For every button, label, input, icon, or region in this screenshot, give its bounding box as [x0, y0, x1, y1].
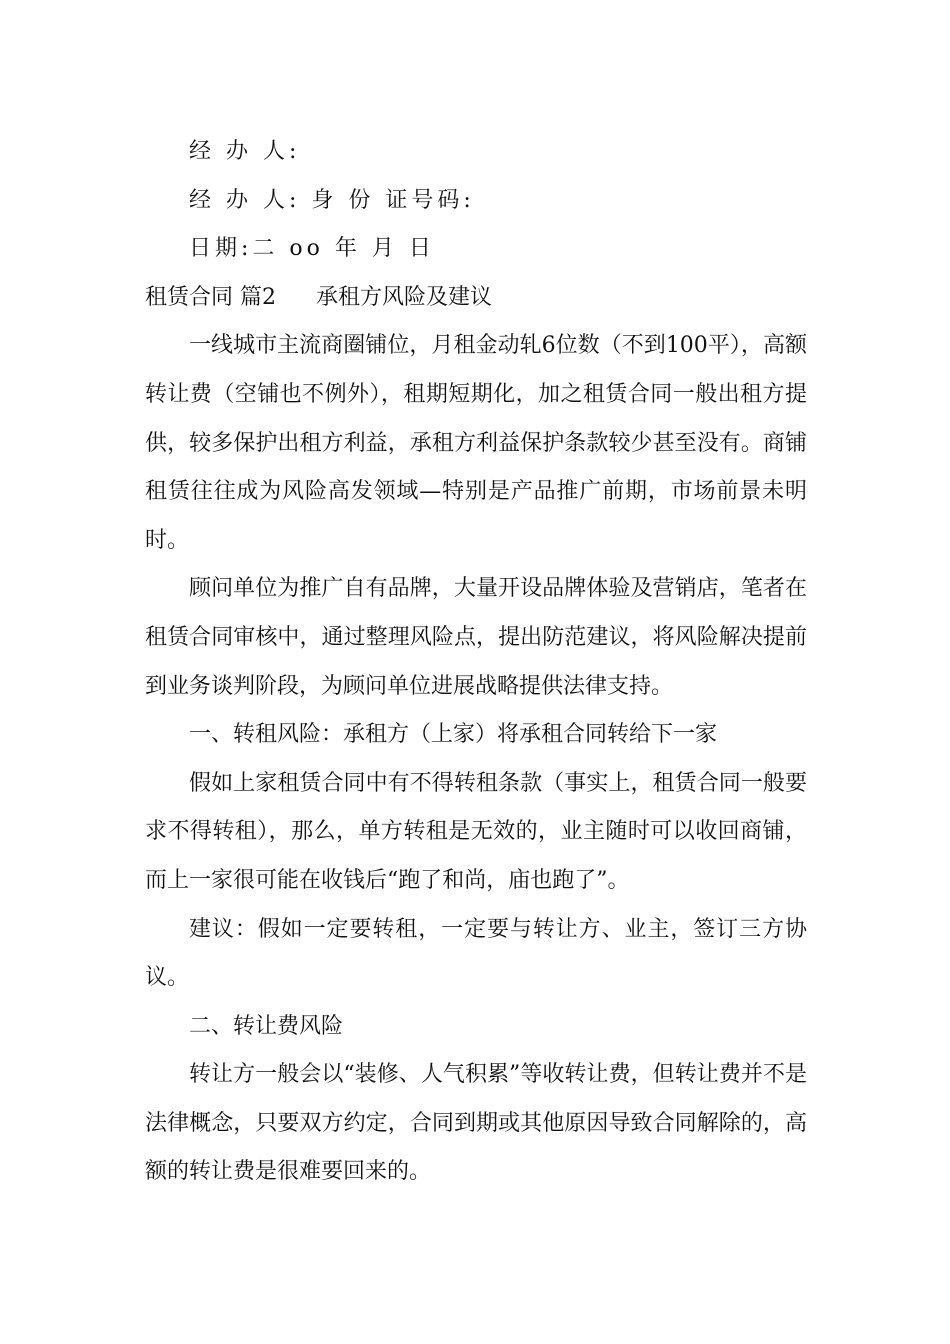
paragraph: 一线城市主流商圈铺位，月租金动轧6位数（不到100平），高额转让费（空铺也不例外），租期短期化，加之租赁合同一般出租方提供，较多保护出租方利益，承租方利益保护条款较少甚至没有。商铺租赁往往成为风险高发领域—特别是产品推广前期，市场前景未明时。 [145, 333, 807, 553]
document-body [145, 128, 807, 1197]
signature-agent: 经 办 人: [189, 139, 301, 164]
subheading: 二、转让费风险 [189, 1013, 344, 1039]
section-title: 租赁合同 篇2 [145, 284, 276, 310]
section-heading [145, 274, 807, 323]
paragraph: 建议：假如一定要转租，一定要与转让方、业主，签订三方协议。 [145, 916, 807, 991]
section-subtitle: 承租方风险及建议 [316, 284, 493, 310]
subheading: 一、转租风险：承租方（上家）将承租合同转给下一家 [189, 722, 718, 748]
signature-agent-id: 经 办 人: 身 份 证号码: [189, 187, 475, 213]
paragraph: 顾问单位为推广自有品牌，大量开设品牌体验及营销店，笔者在租赁合同审核中，通过整理风险点，提出防范建议，将风险解决提前到业务谈判阶段，为顾问单位进展战略提供法律支持。 [145, 576, 807, 699]
paragraph: 转让方一般会以“装修、人气积累”等收转让费，但转让费并不是法律概念，只要双方约定，合同到期或其他原因导致合同解除的，高额的转让费是很难要回来的。 [145, 1062, 807, 1185]
paragraph: 假如上家租赁合同中有不得转租条款（事实上，租赁合同一般要求不得转租），那么，单方转租是无效的，业主随时可以收回商铺，而上一家很可能在收钱后“跑了和尚，庙也跑了”。 [145, 770, 807, 893]
signature-date: 日期:二 oo 年 月 日 [189, 236, 435, 262]
